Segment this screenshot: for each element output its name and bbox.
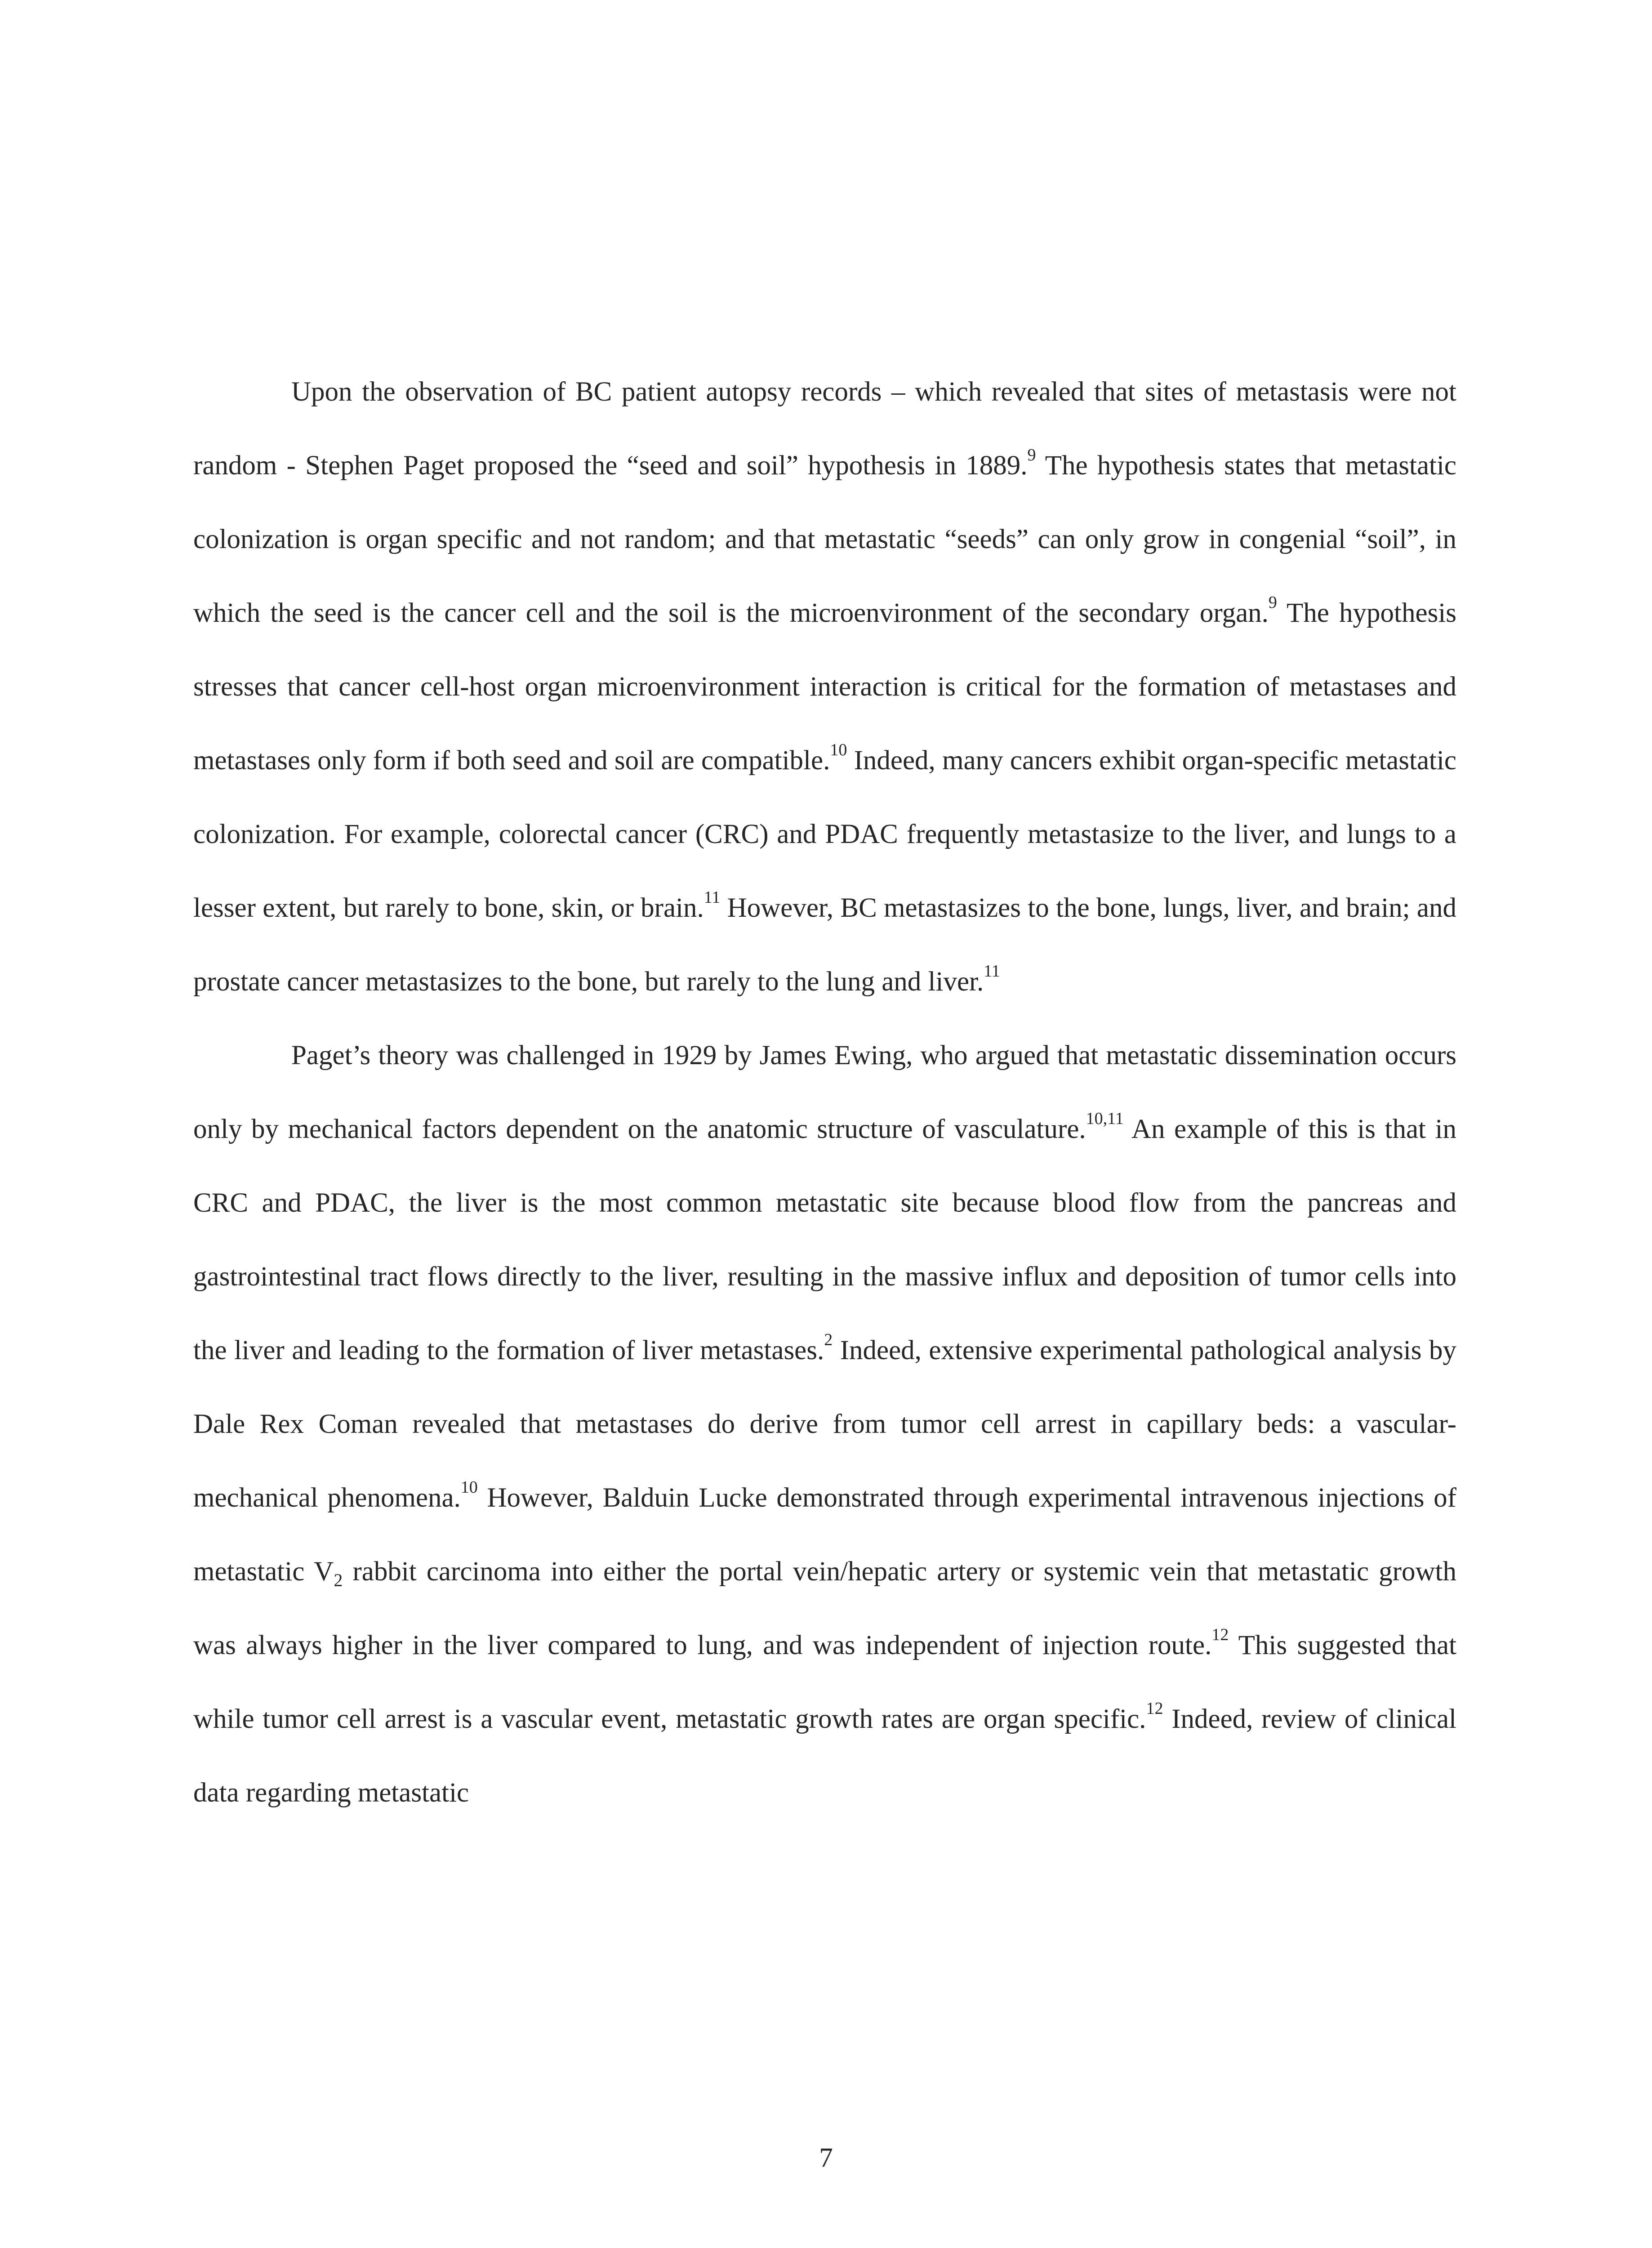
citation-superscript: 11 [704,888,721,907]
text-run: However, Balduin Lucke demonstrated through experimental intravenous injections of metastatic V [193,1483,1456,1587]
paragraph-ewing-theory [193,1019,1456,1830]
citation-superscript: 12 [1146,1699,1163,1718]
body-text [193,355,1456,1830]
citation-superscript: 12 [1211,1625,1229,1644]
text-run: Indeed, many cancers exhibit organ-specific metastatic colonization. For example, colorectal cancer (CRC) and PDAC frequently metastasize to the liver, and lungs to a lesser extent, but rarely to bone, skin, or brain. [193,745,1456,923]
text-run: Paget’s theory was challenged in 1929 by James Ewing, who argued that metastatic dissemination occurs only by mechanical factors dependent on the anatomic structure of vasculature. [193,1040,1456,1144]
citation-superscript: 10 [830,740,847,759]
page-number: 7 [819,2143,833,2173]
citation-superscript: 2 [824,1330,833,1349]
text-run: The hypothesis stresses that cancer cell-host organ microenvironment interaction is critical for the formation of metastases and metastases only form if both seed and soil are compatible. [193,598,1457,776]
text-run: Indeed, review of clinical data regarding metastatic [193,1704,1457,1808]
subscript: 2 [334,1570,343,1591]
citation-superscript: 9 [1027,445,1036,464]
citation-superscript: 10 [460,1477,478,1497]
paragraph-seed-and-soil [193,355,1456,1019]
text-run: An example of this is that in CRC and PDAC, the liver is the most common metastatic site because blood flow from the pancreas and gastrointestinal tract flows directly to the liver, resulting in the massive influx and deposition of tumor cells into the liver and leading to the formation of liver metastases. [193,1114,1456,1365]
citation-superscript: 9 [1268,593,1277,612]
text-run: Indeed, extensive experimental pathological analysis by Dale Rex Coman revealed that metastases do derive from tumor cell arrest in capillary beds: a vascular-mechanical phenomena. [193,1335,1456,1513]
text-run: However, BC metastasizes to the bone, lungs, liver, and brain; and prostate cancer metastasizes to the bone, but rarely to the lung and liver. [193,893,1457,997]
text-run: This suggested that while tumor cell arrest is a vascular event, metastatic growth rates are organ specific. [193,1630,1457,1734]
text-run: The hypothesis states that metastatic colonization is organ specific and not random; and that metastatic “seeds” can only grow in congenial “soil”, in which the seed is the cancer cell and the soil is the microenvironment of the secondary organ. [193,450,1456,628]
text-run: rabbit carcinoma into either the portal vein/hepatic artery or systemic vein that metastatic growth was always higher in the liver compared to lung, and was independent of injection route. [193,1557,1456,1660]
text-run: Upon the observation of BC patient autopsy records – which revealed that sites of metastasis were not random - Stephen Paget proposed the “seed and soil” hypothesis in 1889. [193,377,1456,481]
citation-superscript: 10,11 [1086,1109,1124,1128]
citation-superscript: 11 [984,961,1000,981]
